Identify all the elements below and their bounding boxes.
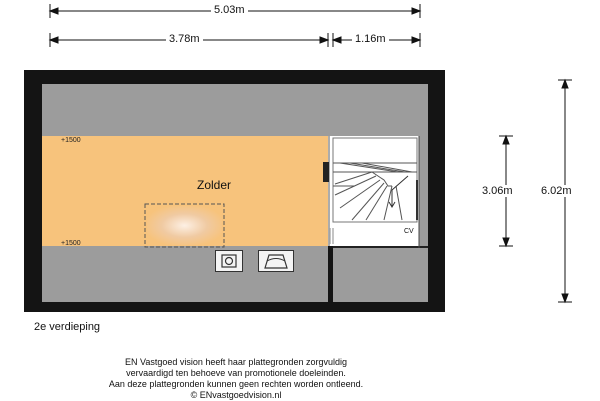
skylight <box>147 206 222 245</box>
inner-wall-horizontal <box>330 246 428 248</box>
dryer-icon <box>258 250 294 272</box>
level-marker-top: +1500 <box>61 137 81 144</box>
room-label-attic: Zolder <box>197 178 232 192</box>
disclaimer <box>0 357 472 401</box>
inner-wall-vertical <box>328 246 333 302</box>
dimension-right-width: 1.16m <box>352 33 389 45</box>
disclaimer-line: vervaardigd ten behoeve van promotionele doeleinden. <box>126 368 346 378</box>
washing-machine-icon <box>215 250 243 272</box>
disclaimer-line: Aan deze plattegronden kunnen geen rechten worden ontleend. <box>108 379 364 389</box>
dimension-inner-height: 3.06m <box>479 185 516 197</box>
dimension-total-width: 5.03m <box>211 4 248 16</box>
floor-title: 2e verdieping <box>34 321 101 333</box>
dimension-left-width: 3.78m <box>166 33 203 45</box>
disclaimer-line: © ENvastgoedvision.nl <box>190 390 282 400</box>
level-marker-bottom: +1500 <box>61 240 81 247</box>
dimension-total-height: 6.02m <box>538 185 575 197</box>
chimney-post <box>323 162 329 182</box>
staircase <box>333 138 417 222</box>
room-label-cv: CV <box>404 228 414 235</box>
disclaimer-line: EN Vastgoed vision heeft haar plattegronden zorgvuldig <box>125 357 347 367</box>
